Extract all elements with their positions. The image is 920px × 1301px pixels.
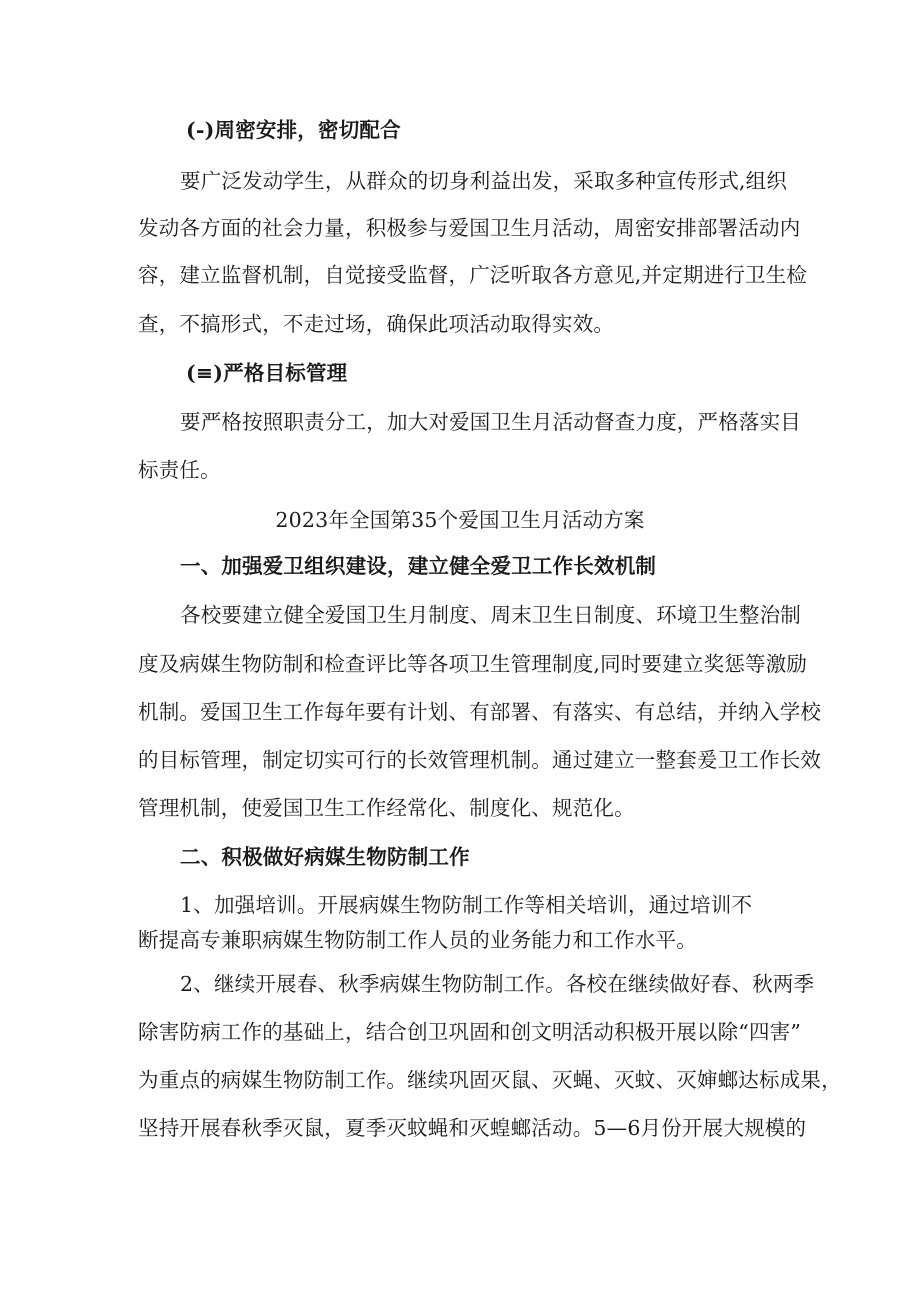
paragraph-line: 的目标管理，制定切实可行的长效管理机制。通过建立一整套爰卫工作长效 [138, 748, 822, 772]
paragraph-line: 要严格按照职责分工，加大对爱国卫生月活动督查力度，严格落实目 [180, 410, 801, 434]
paragraph-line: 1、加强培训。开展病媒生物防制工作等相关培训，通过培训不 [180, 893, 753, 917]
paragraph-line: 标责任。 [138, 458, 221, 482]
section-heading-1: 一、加强爱卫组织建设，建立健全爱卫工作长效机制 [180, 554, 657, 578]
section-heading-2: 二、积极做好病媒生物防制工作 [180, 845, 470, 869]
paragraph-line: 2、继续开展春、秋季病媒生物防制工作。各校在继续做好春、秋两季 [180, 972, 815, 996]
section-heading-coordination: (-)周密安排，密切配合 [186, 118, 401, 142]
section-heading-target-management: (≡)严格目标管理 [186, 361, 348, 385]
paragraph-line: 除害防病工作的基础上，结合创卫巩固和创文明活动积极开展以除“四害” [138, 1020, 802, 1044]
paragraph-line: 度及病媒生物防制和检查评比等各项卫生管理制度,同时要建立奖惩等激励 [138, 652, 808, 676]
document-title: 2023年全国第35个爱国卫生月活动方案 [275, 508, 645, 532]
paragraph-line: 容，建立监督机制，自觉接受监督，广泛听取各方意见,并定期进行卫生检 [138, 263, 808, 287]
paragraph-line: 为重点的病媒生物防制工作。继续巩固灭鼠、灭蝇、灭蚊、灭婶螂达标成果， [138, 1068, 842, 1092]
paragraph-line: 机制。爱国卫生工作每年要有计划、有部署、有落实、有总结，并纳入学校 [138, 700, 822, 724]
paragraph-line: 发动各方面的社会力量，积极参与爱国卫生月活动，周密安排部署活动内 [138, 216, 801, 240]
paragraph-line: 各校要建立健全爱国卫生月制度、周末卫生日制度、环境卫生整治制 [180, 603, 801, 627]
paragraph-line: 断提高专兼职病媒生物防制工作人员的业务能力和工作水平。 [138, 928, 697, 952]
paragraph-line: 管理机制，使爱国卫生工作经常化、制度化、规范化。 [138, 796, 635, 820]
paragraph-line: 要广泛发动学生，从群众的切身利益出发，采取多种宣传形式,组织 [180, 169, 788, 193]
paragraph-line: 查，不搞形式，不走过场，确保此项活动取得实效。 [138, 312, 615, 336]
paragraph-line: 坚持开展春秋季灭鼠，夏季灭蚊蝇和灭蝗螂活动。5—6月份开展大规模的 [138, 1116, 807, 1140]
